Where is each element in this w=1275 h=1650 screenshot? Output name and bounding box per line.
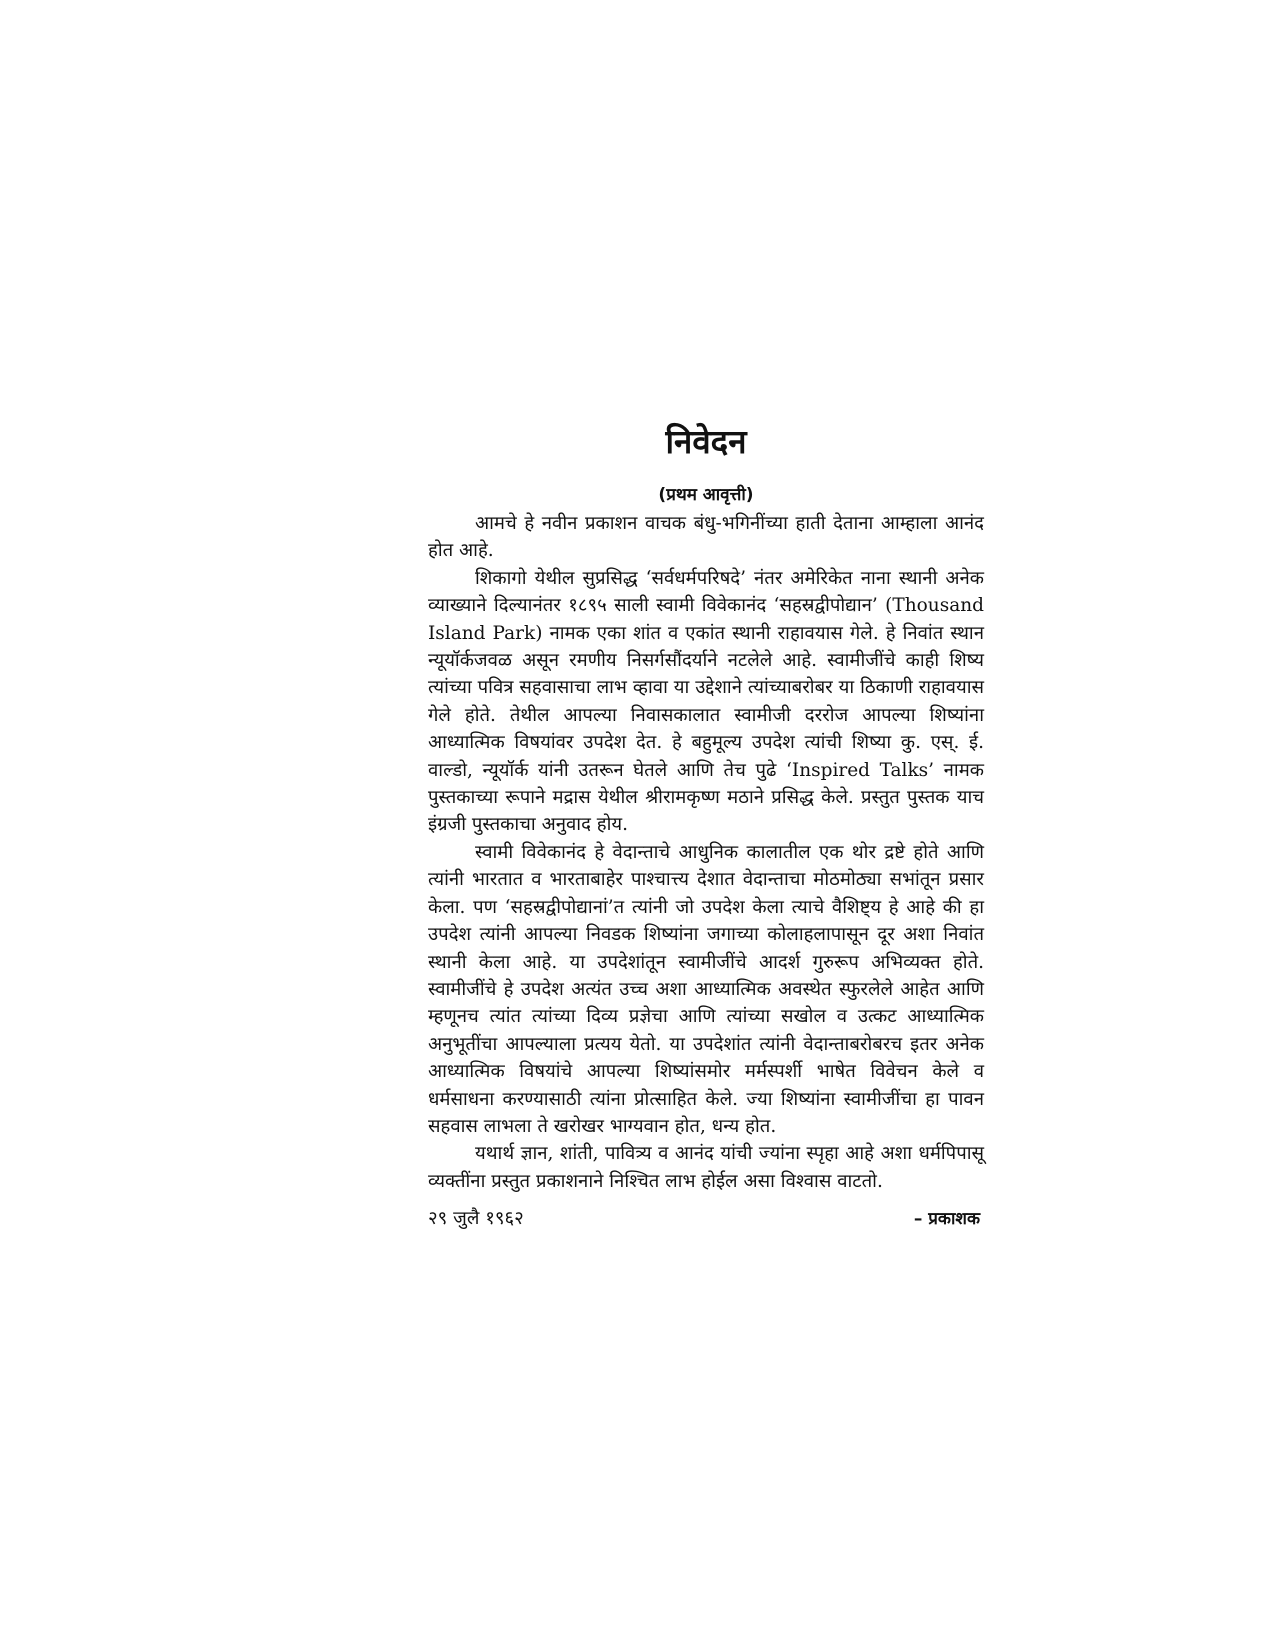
document-page: [428, 418, 984, 1233]
page-subtitle: (प्रथम आवृत्ती): [658, 485, 754, 505]
footer: [428, 1205, 984, 1233]
paragraph-3: स्वामी विवेकानंद हे वेदान्ताचे आधुनिक कालातील एक थोर द्रष्टे होते आणि त्यांनी भारतात व भारताबाहेर पाश्चात्त्य देशात वेदान्ताचा मोठमोठ्या सभांतून प्रसार केला. पण ‘सहस्रद्वीपोद्यानां’त त्यांनी जो उपदेश केला त्याचे वैशिष्ट्य हे आहे की हा उपदेश त्यांनी आपल्या निवडक शिष्यांना जगाच्या कोलाहलापासून दूर अशा निवांत स्थानी केला आहे. या उपदेशांतून स्वामीजींचे आदर्श गुरुरूप अभिव्यक्त होते. स्वामीजींचे हे उपदेश अत्यंत उच्च अशा आध्यात्मिक अवस्थेत स्फुरलेले आहेत आणि म्हणूनच त्यांत त्यांच्या दिव्य प्रज्ञेचा आणि त्यांच्या सखोल व उत्कट आध्यात्मिक अनुभूतींचा आपल्याला प्रत्यय येतो. या उपदेशांत त्यांनी वेदान्ताबरोबरच इतर अनेक आध्यात्मिक विषयांचे आपल्या शिष्यांसमोर मर्मस्पर्शी भाषेत विवेचन केले व धर्मसाधना करण्यासाठी त्यांना प्रोत्साहित केले. ज्या शिष्यांना स्वामीजींचा हा पावन सहवास लाभला ते खरोखर भाग्यवान होत, धन्य होत.: [428, 841, 984, 1137]
page-title: निवेदन: [665, 422, 747, 461]
paragraph-2: शिकागो येथील सुप्रसिद्ध ‘सर्वधर्मपरिषदे’ नंतर अमेरिकेत नाना स्थानी अनेक व्याख्याने दिल्यानंतर १८९५ साली स्वामी विवेकानंद ‘सहस्रद्वीपोद्यान’ (Thousand Island Park) नामक एका शांत व एकांत स्थानी राहावयास गेले. हे निवांत स्थान न्यूयॉर्कजवळ असून रमणीय निसर्गसौंदर्याने नटलेले आहे. स्वामीजींचे काही शिष्य त्यांच्या पवित्र सहवासाचा लाभ व्हावा या उद्देशाने त्यांच्याबरोबर या ठिकाणी राहावयास गेले होते. तेथील आपल्या निवासकालात स्वामीजी दररोज आपल्या शिष्यांना आध्यात्मिक विषयांवर उपदेश देत. हे बहुमूल्य उपदेश त्यांची शिष्या कु. एस्. ई. वाल्डो, न्यूयॉर्क यांनी उतरून घेतले आणि तेच पुढे ‘Inspired Talks’ नामक पुस्तकाच्या रूपाने मद्रास येथील श्रीरामकृष्ण मठाने प्रसिद्ध केले. प्रस्तुत पुस्तक याच इंग्रजी पुस्तकाचा अनुवाद होय.: [428, 567, 984, 836]
paragraph-1: आमचे हे नवीन प्रकाशन वाचक बंधु-भगिनींच्या हाती देताना आम्हाला आनंद होत आहे.: [428, 513, 984, 562]
date-text: २९ जुलै १९६२: [428, 1208, 524, 1230]
signature-text: – प्रकाशक: [913, 1209, 980, 1230]
paragraph-4: यथार्थ ज्ञान, शांती, पावित्र्य व आनंद यांची ज्यांना स्पृहा आहे अशा धर्मपिपासू व्यक्तींना प्रस्तुत प्रकाशनाने निश्चित लाभ होईल असा विश्वास वाटतो.: [428, 1143, 984, 1192]
